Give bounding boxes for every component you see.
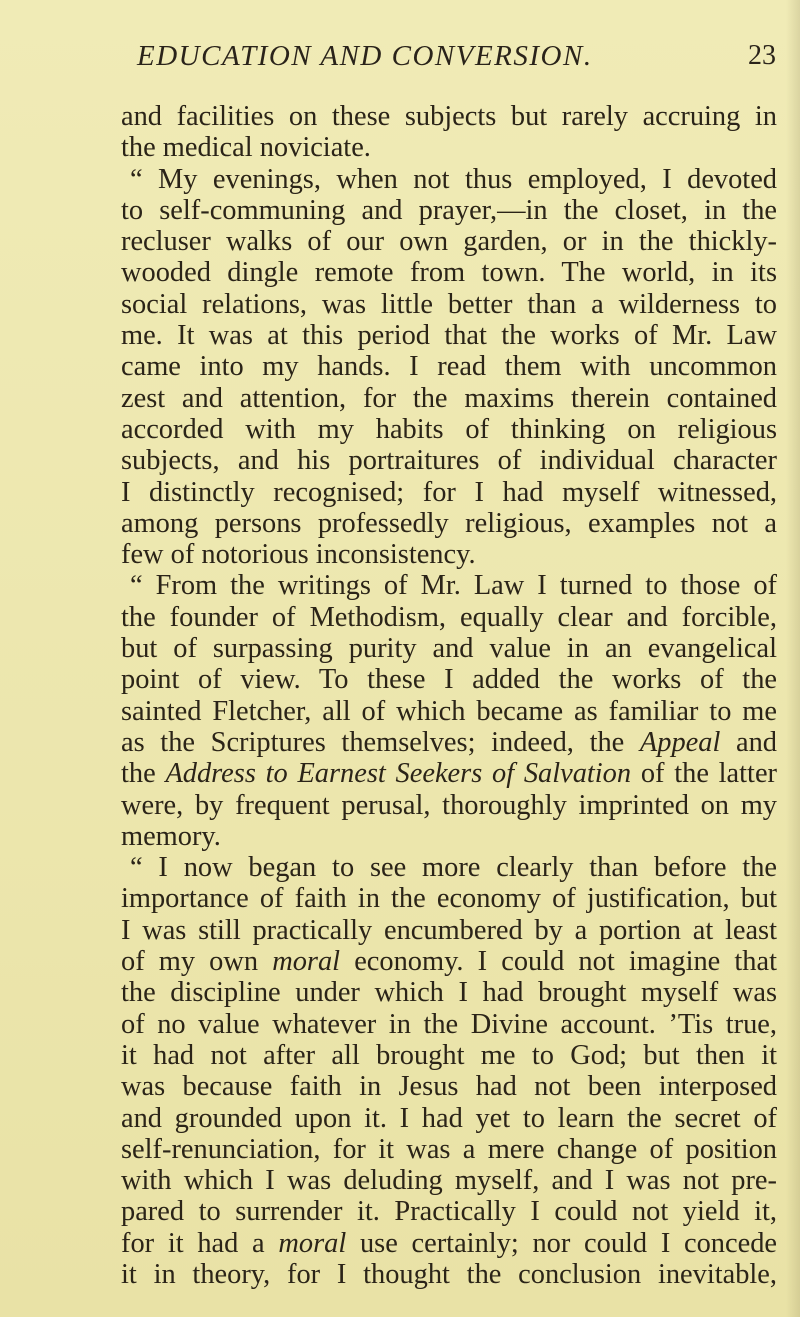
page-edge-shadow (786, 0, 800, 1317)
page-number: 23 (748, 40, 776, 71)
text-line: among persons professedly religious, examples not a (121, 507, 777, 539)
text-segment: of the latter (631, 758, 777, 790)
text-line: the discipline under which I had brought myself was (121, 977, 777, 1009)
text-line: recluser walks of our own garden, or in the thickly- (121, 226, 777, 258)
text-line: sainted Fletcher, all of which became as familiar to me (121, 695, 777, 727)
text-line: “ From the writings of Mr. Law I turned to those of (130, 570, 777, 602)
text-line: it had not after all brought me to God; but then it (121, 1039, 777, 1071)
italic-title: moral (278, 1227, 347, 1259)
text-line: and grounded upon it. I had yet to learn the secret of (121, 1102, 777, 1134)
text-line: was because faith in Jesus had not been interposed (121, 1071, 777, 1103)
text-line: importance of faith in the economy of justification, but (121, 883, 777, 915)
text-line (121, 758, 777, 789)
text-segment: and (720, 726, 777, 758)
text-line: the medical noviciate. (121, 132, 371, 164)
text-line: were, by frequent perusal, thoroughly imprinted on my (121, 789, 777, 821)
text-line: wooded dingle remote from town. The world, in its (121, 257, 777, 289)
text-segment: as the Scriptures themselves; indeed, the (121, 726, 640, 758)
text-line (121, 1228, 777, 1259)
text-line: few of notorious inconsistency. (121, 539, 476, 571)
italic-title: Appeal (639, 726, 721, 758)
text-line: and facilities on these subjects but rarely accruing in (121, 101, 777, 132)
text-line: I distinctly recognised; for I had myself witnessed, (121, 476, 777, 508)
text-segment: of my own (121, 946, 273, 978)
page-header (121, 40, 776, 80)
text-line: I was still practically encumbered by a portion at least (121, 914, 777, 946)
text-line: but of surpassing purity and value in an evangelical (121, 633, 777, 665)
text-segment: use certainly; nor could I concede (346, 1227, 777, 1259)
body-text (121, 101, 777, 1290)
text-line (121, 946, 777, 977)
italic-title: Address to Earnest Seekers of Salvation (165, 758, 632, 790)
text-line: me. It was at this period that the works of Mr. Law (121, 320, 777, 352)
text-line: subjects, and his portraitures of individual character (121, 445, 777, 477)
text-line: “ I now began to see more clearly than before the (130, 852, 777, 884)
running-title: EDUCATION AND CONVERSION. (137, 40, 593, 72)
text-line: of no value whatever in the Divine account. ’Tis true, (121, 1008, 777, 1040)
text-line: the founder of Methodism, equally clear and forcible, (121, 601, 777, 633)
text-line: memory. (121, 820, 221, 852)
text-segment: economy. I could not imagine that (340, 946, 777, 978)
text-line: it in theory, for I thought the conclusion inevitable, (121, 1258, 777, 1290)
italic-title: moral (272, 946, 341, 978)
text-line: social relations, was little better than a wilderness to (121, 288, 777, 320)
text-line: self-renunciation, for it was a mere change of position (121, 1133, 777, 1165)
text-line: pared to surrender it. Practically I could not yield it, (121, 1196, 777, 1228)
text-line: came into my hands. I read them with uncommon (121, 351, 777, 383)
text-line: with which I was deluding myself, and I was not pre- (121, 1165, 777, 1197)
text-line: point of view. To these I added the works of the (121, 664, 777, 696)
text-line: “ My evenings, when not thus employed, I devoted (130, 163, 777, 195)
text-line (121, 727, 777, 758)
text-line: to self-communing and prayer,—in the closet, in the (121, 194, 777, 226)
text-segment: the (121, 758, 166, 790)
text-segment: for it had a (121, 1227, 279, 1259)
text-line: accorded with my habits of thinking on religious (121, 413, 777, 445)
text-line: zest and attention, for the maxims therein contained (121, 382, 777, 414)
